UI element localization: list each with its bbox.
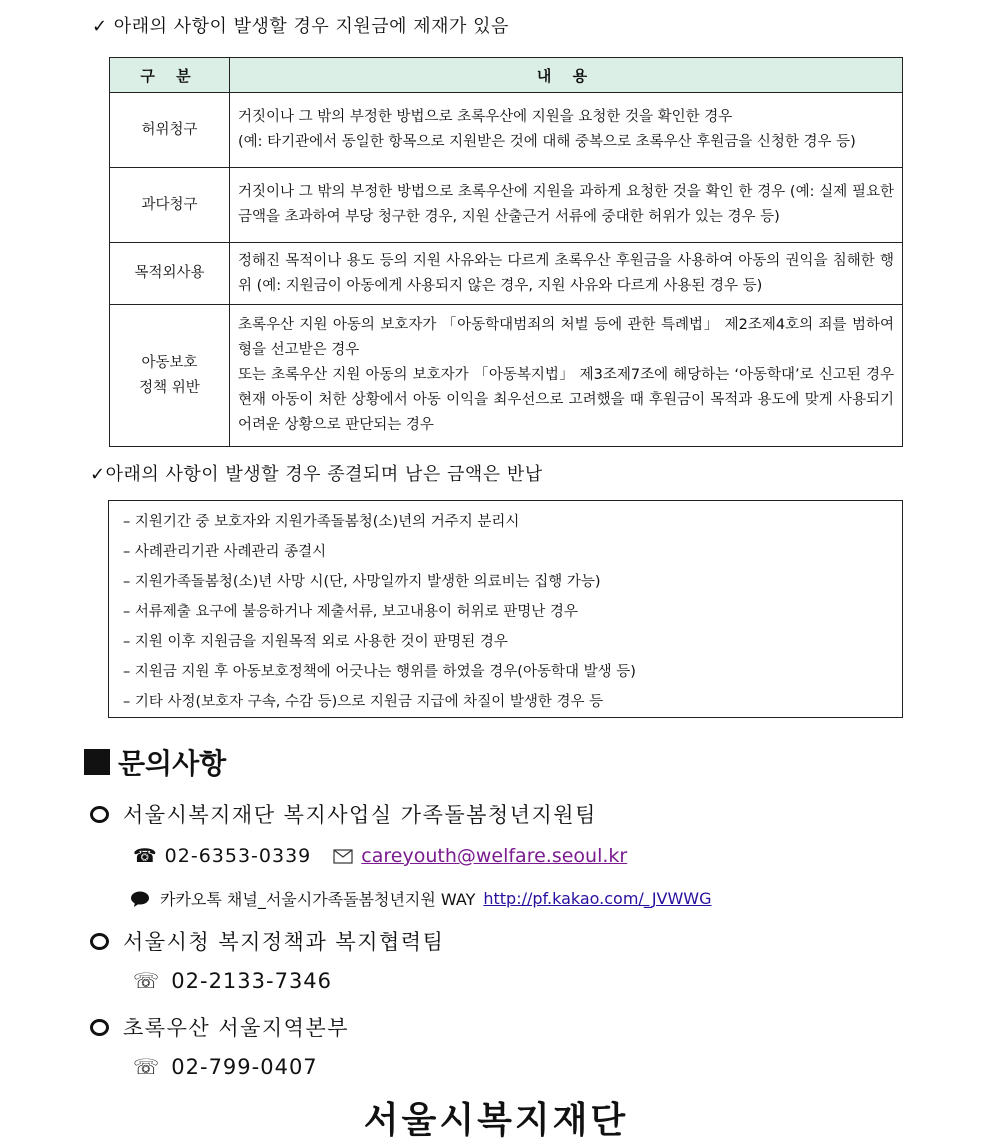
envelope-icon <box>333 849 353 864</box>
footer-organization-name: 서울시복지재단 <box>363 1099 629 1141</box>
org2-phone: 02-2133-7346 <box>171 969 333 993</box>
table-header-row <box>110 58 903 93</box>
row-category: 과다청구 <box>110 168 230 243</box>
org1-contact-line <box>133 845 627 867</box>
kakao-channel-label: 카카오톡 채널_서울시가족돌봄청년지원 WAY <box>160 890 476 909</box>
termination-box <box>108 500 903 718</box>
list-item: – 서류제출 요구에 불응하거나 제출서류, 보고내용이 허위로 판명난 경우 <box>123 604 578 620</box>
list-item: – 기타 사정(보호자 구속, 수감 등)으로 지원금 지급에 차질이 발생한 경우 등 <box>123 694 604 710</box>
termination-heading: ✓아래의 사항이 발생할 경우 종결되며 남은 금액은 반납 <box>90 464 543 485</box>
row-category: 목적외사용 <box>110 243 230 305</box>
sanction-heading: ✓ 아래의 사항이 발생할 경우 지원금에 제재가 있음 <box>92 16 509 37</box>
table-row <box>110 168 903 243</box>
contact-section-title <box>84 742 226 782</box>
table-row <box>110 243 903 305</box>
org1-kakao-line <box>130 887 712 910</box>
list-item: – 지원금 지원 후 아동보호정책에 어긋나는 행위를 하였을 경우(아동학대 발생 등) <box>123 664 636 680</box>
termination-list <box>109 501 902 717</box>
list-item: – 사례관리기관 사례관리 종결시 <box>123 544 327 560</box>
org3-heading <box>90 1012 349 1042</box>
row-description-line: 정해진 목적이나 용도 등의 지원 사유와는 다르게 초록우산 후원금을 사용하여 아동의 권익을 침해한 행위 (예: 지원금이 아동에게 사용되지 않은 경우, 지원 사유와 다르게 사용된 경우 등) <box>238 252 894 294</box>
phone-outline-icon: ☏ <box>133 1055 160 1079</box>
table-header-content: 내 용 <box>230 58 903 93</box>
list-item: – 지원 이후 지원금을 지원목적 외로 사용한 것이 판명된 경우 <box>123 634 508 650</box>
speech-bubble-icon <box>130 890 150 908</box>
contact-title-text: 문의사항 <box>118 747 227 780</box>
table-row <box>110 93 903 168</box>
circle-bullet-icon <box>90 806 109 823</box>
row-description-line: 거짓이나 그 밖의 부정한 방법으로 초록우산에 지원을 과하게 요청한 것을 확인 한 경우 (예: 실제 필요한 금액을 초과하여 부당 청구한 경우, 지원 산출근거 서류에 중대한 허위가 있는 경우 등) <box>238 184 894 225</box>
phone-outline-icon: ☏ <box>133 969 160 993</box>
sanction-table <box>109 57 903 447</box>
row-description-line: (예: 타기관에서 동일한 항목으로 지원받은 것에 대해 중복으로 초록우산 후원금을 신청한 경우 등) <box>238 134 856 150</box>
row-description <box>230 305 903 447</box>
black-square-icon <box>84 749 110 775</box>
org1-email-link[interactable]: careyouth@welfare.seoul.kr <box>361 845 628 867</box>
org2-heading <box>90 926 444 956</box>
row-description-line: 거짓이나 그 밖의 부정한 방법으로 초록우산에 지원을 요청한 것을 확인한 경우 <box>238 109 733 125</box>
row-description <box>230 243 903 305</box>
org2-name: 서울시청 복지정책과 복지협력팀 <box>123 930 445 954</box>
row-description-line: 또는 초록우산 지원 아동의 보호자가 「아동복지법」 제3조제7조에 해당하는 ‘아동학대’로 신고된 경우 현재 아동이 처한 상황에서 아동 이익을 최우선으로 고려했을 때 후원금이 목적과 용도에 맞게 사용되기 어려운 상황으로 판단되는 경우 <box>238 367 894 433</box>
phone-filled-icon: ☎ <box>133 845 157 867</box>
org3-name: 초록우산 서울지역본부 <box>123 1016 350 1040</box>
table-header-category: 구 분 <box>110 58 230 93</box>
row-category: 허위청구 <box>110 93 230 168</box>
table-row <box>110 305 903 447</box>
circle-bullet-icon <box>90 933 109 950</box>
list-item: – 지원기간 중 보호자와 지원가족돌봄청(소)년의 거주지 분리시 <box>123 514 520 530</box>
row-description <box>230 168 903 243</box>
row-description <box>230 93 903 168</box>
list-item: – 지원가족돌봄청(소)년 사망 시(단, 사망일까지 발생한 의료비는 집행 가능) <box>123 574 601 590</box>
circle-bullet-icon <box>90 1019 109 1036</box>
org1-phone: 02-6353-0339 <box>164 845 312 867</box>
org3-phone: 02-799-0407 <box>171 1055 318 1079</box>
org1-heading <box>90 799 597 829</box>
kakao-channel-link[interactable]: http://pf.kakao.com/_JVWWG <box>483 889 712 908</box>
row-description-line: 초록우산 지원 아동의 보호자가 「아동학대범죄의 처벌 등에 관한 특례법」 제2조제4호의 죄를 범하여 형을 선고받은 경우 <box>238 317 894 358</box>
org2-contact-line <box>133 969 332 993</box>
org1-name: 서울시복지재단 복지사업실 가족돌봄청년지원팀 <box>123 803 597 827</box>
row-category: 아동보호 정책 위반 <box>110 305 230 447</box>
org3-contact-line <box>133 1055 318 1079</box>
